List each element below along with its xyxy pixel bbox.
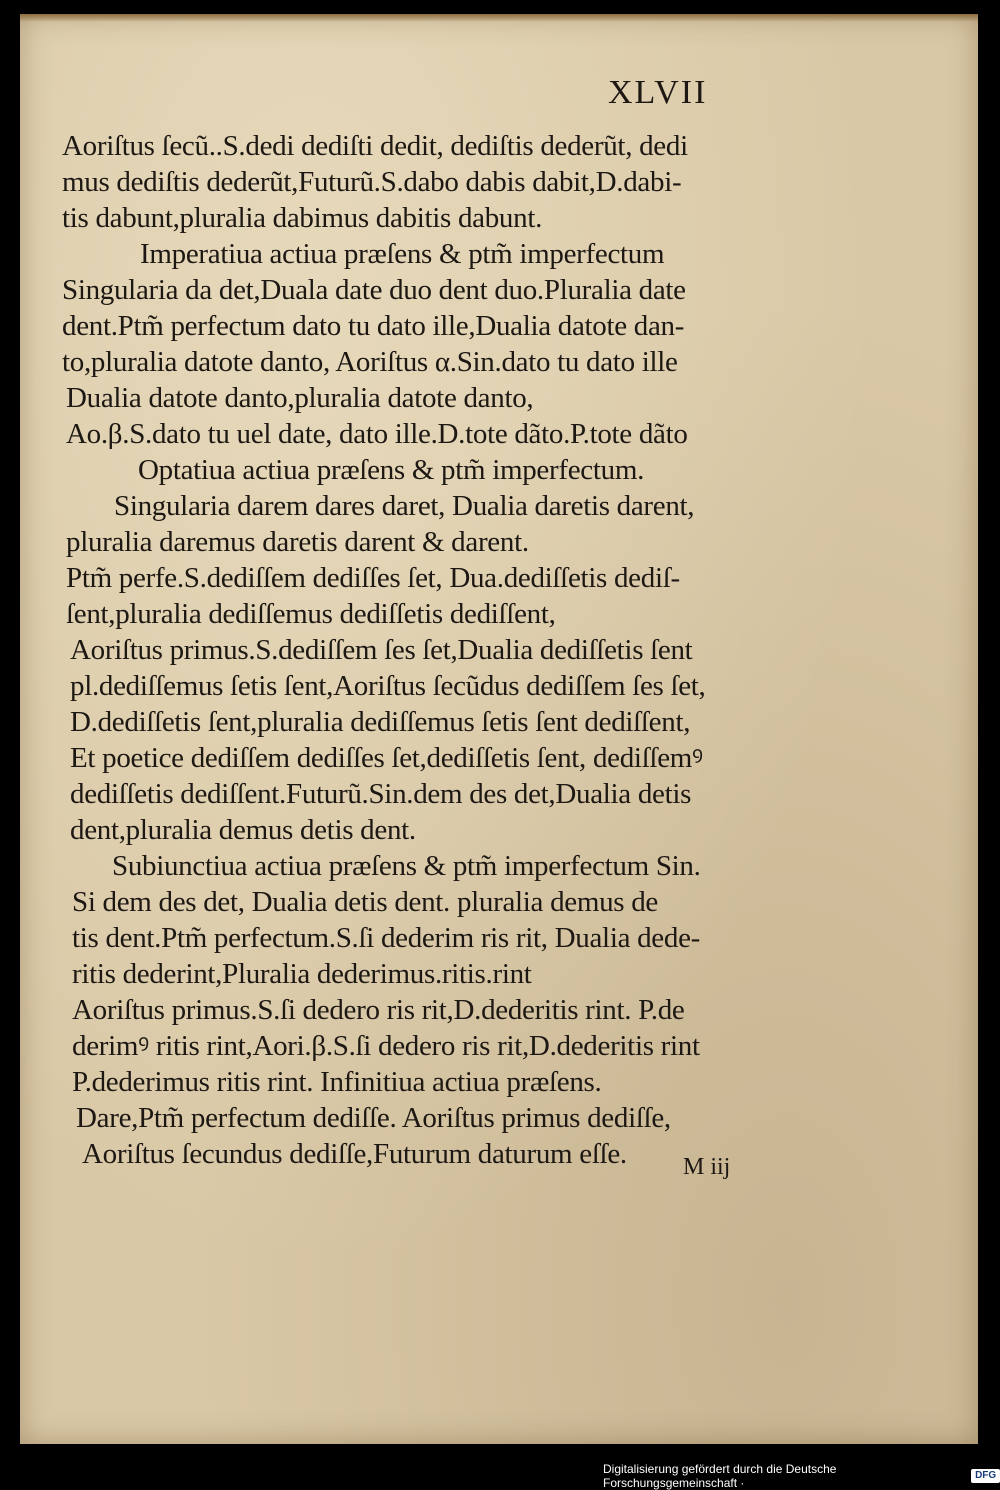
text-line: Aoriſtus ſecundus dediſſe,Futurum daturum eſſe. [82,1138,627,1170]
text-line: ritis dederint,Pluralia dederimus.ritis.rint [72,958,532,990]
text-line: Si dem des det, Dualia detis dent. pluralia demus de [72,886,659,918]
text-line: Aoriſtus ſecũ..S.dedi dediſti dedit, dediſtis dederũt, dedi [62,130,688,162]
text-line: Subiunctiua actiua præſens & ptm̃ imperfectum Sin. [112,850,701,882]
text-line: Ao.β.S.dato tu uel date, dato ille.D.tote dãto.P.tote dãto [66,418,688,450]
text-line: Dualia datote danto,pluralia datote danto, [66,382,534,414]
text-line: dediſſetis dediſſent.Futurũ.Sin.dem des det,Dualia detis [70,778,692,810]
text-line: Singularia da det,Duala date duo dent duo.Pluralia date [62,274,686,306]
text-line: Singularia darem dares daret, Dualia daretis darent, [114,490,695,522]
text-line: dent.Ptm̃ perfectum dato tu dato ille,Dualia datote dan- [62,310,685,342]
text-line: Dare,Ptm̃ perfectum dediſſe. Aoriſtus primus dediſſe, [76,1102,671,1134]
footer-text: Digitalisierung gefördert durch die Deutsche Forschungsgemeinschaft · [603,1462,837,1490]
text-line: Ptm̃ perfe.S.dediſſem dediſſes ſet, Dua.dediſſetis dediſ- [66,562,680,594]
text-line: mus dediſtis dederũt,Futurũ.S.dabo dabis dabit,D.dabi- [62,166,682,198]
signature-mark: M iij [683,1154,731,1180]
text-line: derimꝰ ritis rint,Aori.β.S.ſi dedero ris rit,D.dederitis rint [72,1030,700,1062]
text-line: Aoriſtus primus.S.dediſſem ſes ſet,Dualia dediſſetis ſent [70,634,693,666]
footer-credit [603,1462,1000,1490]
text-line: pluralia daremus daretis darent & darent. [66,526,529,558]
dfg-logo-icon: DFG [971,1469,1000,1483]
text-line: dent,pluralia demus detis dent. [70,814,416,846]
text-line: D.dediſſetis ſent,pluralia dediſſemus ſetis ſent dediſſent, [70,706,691,738]
text-line: Et poetice dediſſem dediſſes ſet,dediſſetis ſent, dediſſemꝰ [70,742,703,774]
text-line: to,pluralia datote danto, Aoriſtus α.Sin.dato tu dato ille [62,346,678,378]
text-line: tis dent.Ptm̃ perfectum.S.ſi dederim ris rit, Dualia dede- [72,922,700,954]
text-line: tis dabunt,pluralia dabimus dabitis dabunt. [62,202,543,234]
text-line: Optatiua actiua præſens & ptm̃ imperfectum. [138,454,645,486]
text-line: Imperatiua actiua præſens & ptm̃ imperfectum [140,238,665,270]
text-line: P.dederimus ritis rint. Infinitiua actiua præſens. [72,1066,602,1098]
folio-number: XLVII [608,74,708,111]
text-line: Aoriſtus primus.S.ſi dedero ris rit,D.dederitis rint. P.de [72,994,685,1026]
text-line: pl.dediſſemus ſetis ſent,Aoriſtus ſecũdus dediſſem ſes ſet, [70,670,706,702]
text-line: ſent,pluralia dediſſemus dediſſetis dediſſent, [66,598,556,630]
